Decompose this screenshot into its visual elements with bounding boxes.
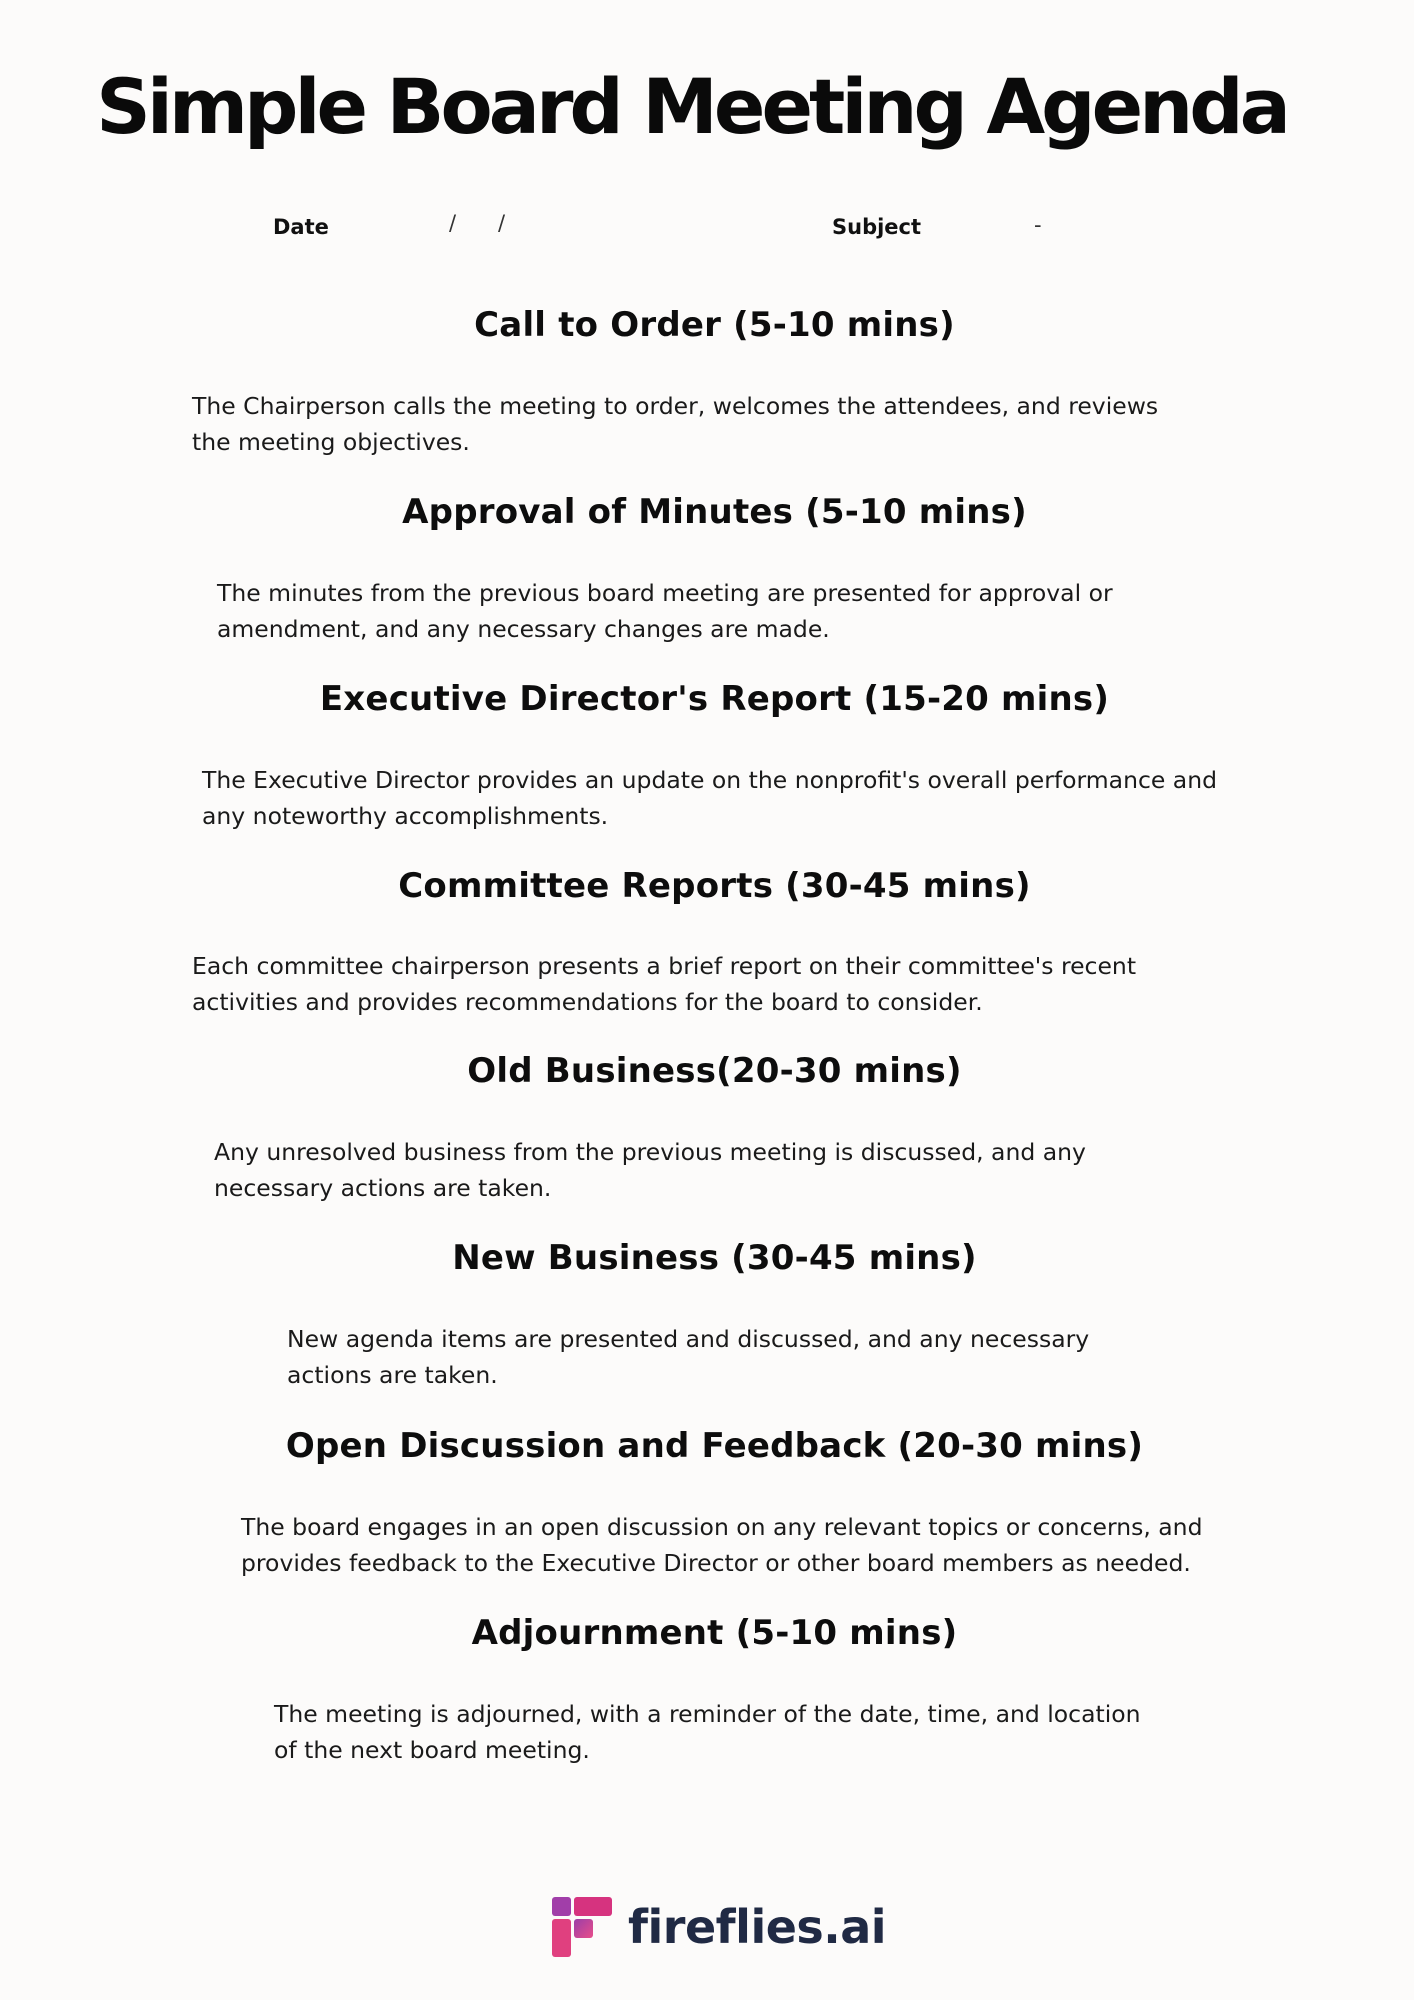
section-text: New agenda items are presented and discussed, and any necessary actions are taken. <box>287 1325 1090 1389</box>
section-text: Any unresolved business from the previous meeting is discussed, and any necessary actions are taken. <box>214 1138 1086 1202</box>
section-heading: Adjournment (5-10 mins) <box>471 1613 958 1653</box>
date-separator: / <box>449 211 457 235</box>
section-text: The Chairperson calls the meeting to order, welcomes the attendees, and reviews the meeting objectives. <box>192 392 1159 456</box>
section-heading: Call to Order (5-10 mins) <box>474 305 955 345</box>
fireflies-logo-icon <box>552 1897 612 1957</box>
date-label: Date <box>273 215 329 239</box>
section-text: The minutes from the previous board meeting are presented for approval or amendment, and any necessary changes are made. <box>217 579 1113 643</box>
section-text: The Executive Director provides an update on the nonprofit's overall performance and any noteworthy accomplishments. <box>202 766 1218 830</box>
section-heading: Committee Reports (30-45 mins) <box>398 866 1031 906</box>
section-heading: Old Business(20-30 mins) <box>467 1051 962 1091</box>
section-text: Each committee chairperson presents a brief report on their committee's recent activities and provides recommendations for the board to consider. <box>192 952 1137 1016</box>
fireflies-logo-text: fireflies.ai <box>628 1900 887 1954</box>
section-heading: Approval of Minutes (5-10 mins) <box>402 492 1027 532</box>
section-text: The meeting is adjourned, with a reminder of the date, time, and location of the next board meeting. <box>274 1700 1141 1764</box>
section-heading: New Business (30-45 mins) <box>452 1238 977 1278</box>
subject-separator: - <box>1034 213 1042 237</box>
page-title: Simple Board Meeting Agenda <box>96 62 1287 151</box>
date-separator: / <box>498 211 506 235</box>
subject-label: Subject <box>832 215 922 239</box>
fireflies-logo[interactable] <box>552 1897 886 1957</box>
section-text: The board engages in an open discussion on any relevant topics or concerns, and provides feedback to the Executive Director or other board members as needed. <box>241 1513 1203 1577</box>
section-heading: Open Discussion and Feedback (20-30 mins) <box>285 1426 1144 1466</box>
section-heading: Executive Director's Report (15-20 mins) <box>319 679 1110 719</box>
